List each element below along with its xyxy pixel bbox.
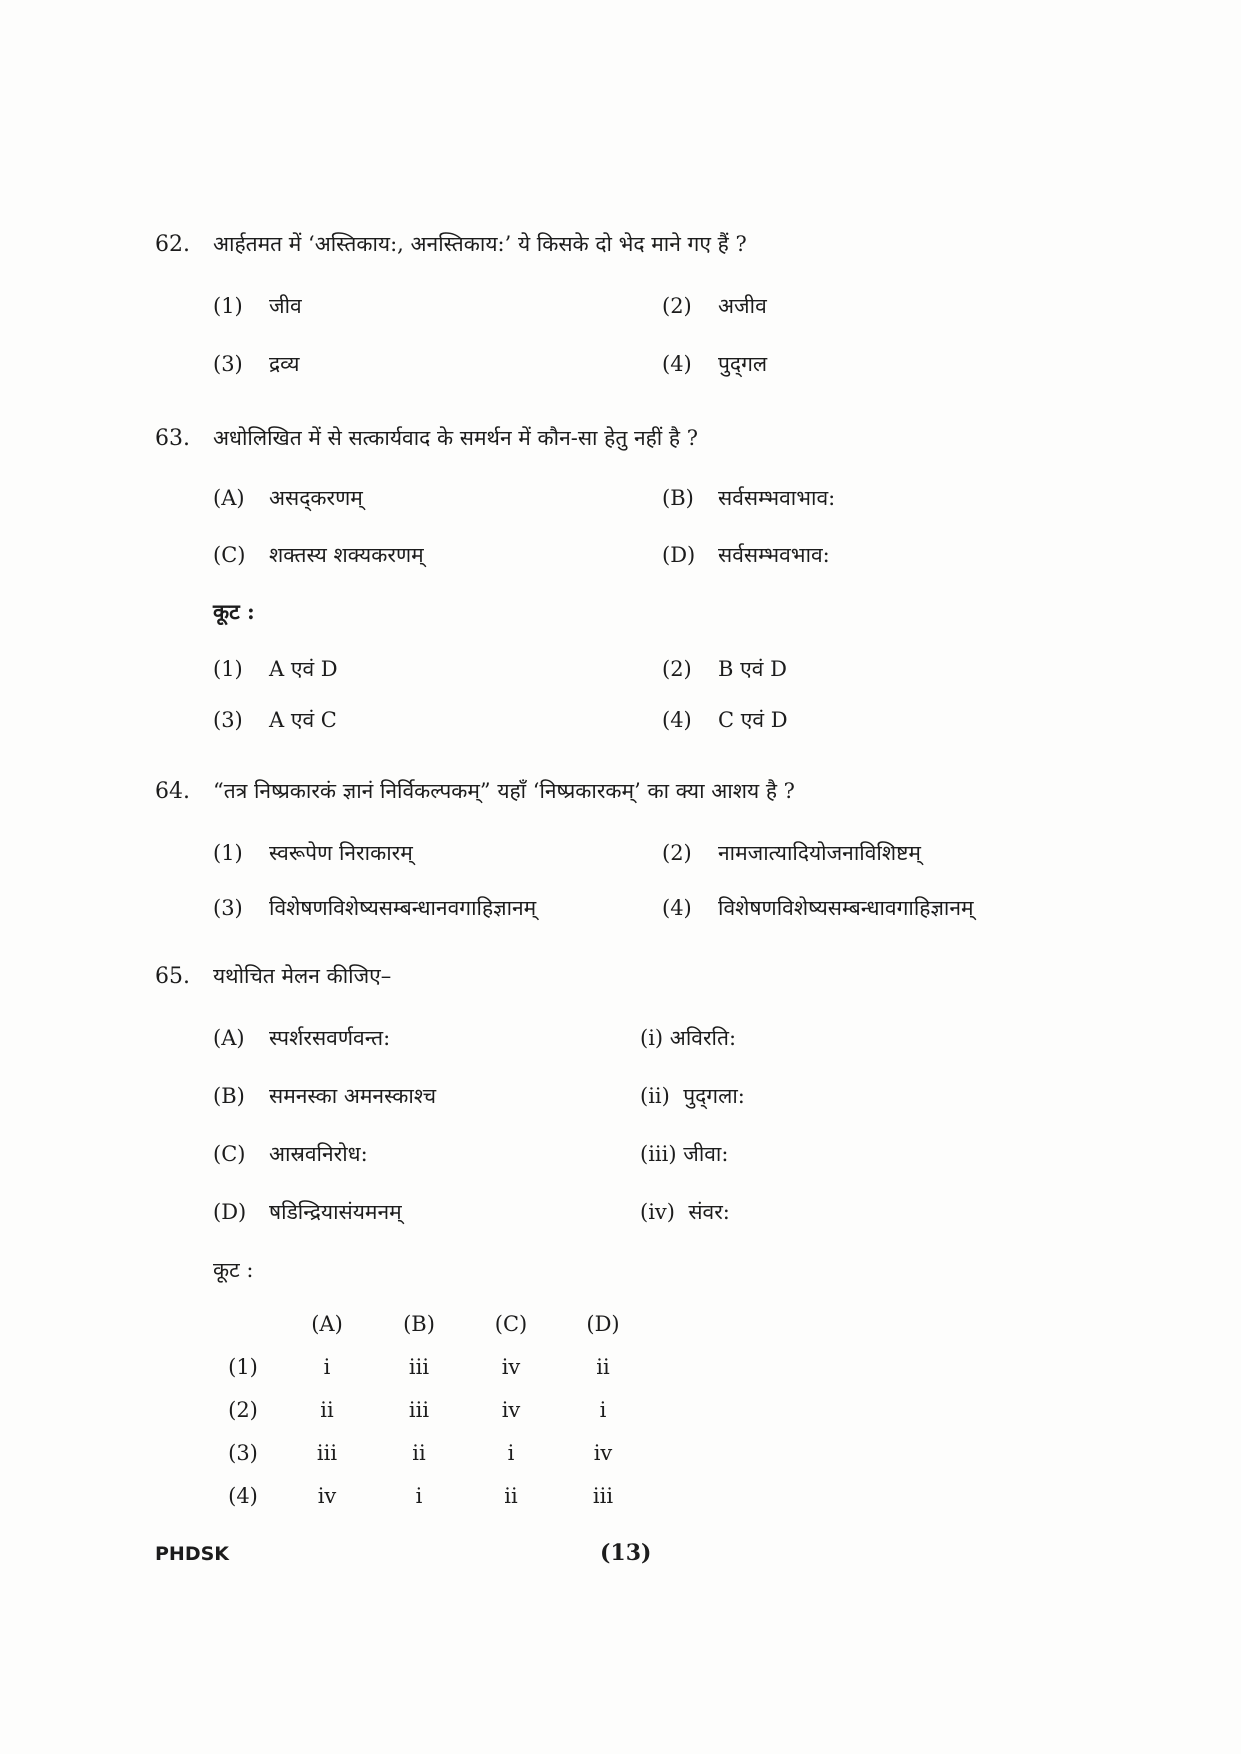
footer-page-number: (13) <box>600 1540 652 1566</box>
match-right-iii <box>640 1140 728 1168</box>
list-label: (iv) <box>640 1200 675 1224</box>
list-text: षडिन्द्रियासंयमनम् <box>269 1200 402 1224</box>
code-header-c: (C) <box>494 1311 528 1336</box>
code-cell: i <box>599 1397 607 1422</box>
match-right-iv <box>640 1198 730 1226</box>
question-63-option-1 <box>213 655 338 683</box>
question-65-koot-label: कूट : <box>213 1258 254 1282</box>
code-row-3 <box>205 1431 649 1474</box>
code-header-a: (A) <box>311 1311 343 1336</box>
list-text: आस्रवनिरोध: <box>269 1142 368 1166</box>
question-62-number: 62. <box>155 232 190 257</box>
code-row-number: (3) <box>228 1440 258 1465</box>
match-left-c <box>213 1140 368 1168</box>
code-row-2 <box>205 1388 649 1431</box>
question-65-number: 65. <box>155 964 190 989</box>
answer-code-table <box>205 1302 649 1517</box>
code-row-1 <box>205 1345 649 1388</box>
code-cell: iii <box>592 1483 614 1508</box>
code-cell: i <box>507 1440 515 1465</box>
match-left-a <box>213 1024 390 1052</box>
list-label: (i) <box>640 1026 664 1050</box>
question-63-statement-d <box>662 541 830 569</box>
list-text: जीवा: <box>683 1142 729 1166</box>
statement-text: असद्करणम् <box>269 486 363 510</box>
footer-paper-code: PHDSK <box>155 1543 230 1565</box>
option-number: (4) <box>662 352 692 376</box>
code-cell: i <box>323 1354 331 1379</box>
question-64-option-2 <box>662 839 921 867</box>
option-text: स्वरूपेण निराकारम् <box>269 841 413 865</box>
code-cell: ii <box>504 1483 518 1508</box>
code-row-number: (1) <box>228 1354 258 1379</box>
match-left-d <box>213 1198 402 1226</box>
list-text: संवर: <box>688 1200 730 1224</box>
question-62-text: आर्हतमत में ‘अस्तिकाय:, अनस्तिकाय:’ ये किसके दो भेद माने गए हैं ? <box>213 232 747 256</box>
question-63-statement-a <box>213 484 363 512</box>
statement-text: सर्वसम्भवाभाव: <box>718 486 836 510</box>
option-number: (1) <box>213 841 243 865</box>
match-left-b <box>213 1082 436 1110</box>
code-header-d: (D) <box>586 1311 620 1336</box>
code-cell: iv <box>501 1397 521 1422</box>
option-number: (4) <box>662 708 692 732</box>
match-right-i <box>640 1024 736 1052</box>
option-number: (1) <box>213 294 243 318</box>
list-label: (C) <box>213 1142 246 1166</box>
code-row-4 <box>205 1474 649 1517</box>
statement-label: (C) <box>213 543 246 567</box>
option-text: B एवं D <box>718 657 787 681</box>
option-number: (3) <box>213 896 243 920</box>
option-text: C एवं D <box>718 708 788 732</box>
statement-label: (B) <box>662 486 694 510</box>
option-number: (2) <box>662 294 692 318</box>
question-62-option-1 <box>213 292 302 320</box>
list-label: (A) <box>213 1026 245 1050</box>
option-text: अजीव <box>718 294 767 318</box>
option-number: (3) <box>213 708 243 732</box>
statement-text: शक्तस्य शक्यकरणम् <box>269 543 424 567</box>
question-64-text: “तत्र निष्प्रकारकं ज्ञानं निर्विकल्पकम्” यहाँ ‘निष्प्रकारकम्’ का क्या आशय है ? <box>213 779 795 803</box>
statement-text: सर्वसम्भवभाव: <box>718 543 830 567</box>
list-label: (D) <box>213 1200 247 1224</box>
code-cell: iv <box>317 1483 337 1508</box>
code-cell: iii <box>408 1354 430 1379</box>
option-text: नामजात्यादियोजनाविशिष्टम् <box>718 841 921 865</box>
statement-label: (D) <box>662 543 696 567</box>
code-cell: ii <box>596 1354 610 1379</box>
option-text: A एवं D <box>269 657 338 681</box>
question-63-option-2 <box>662 655 787 683</box>
question-63-number: 63. <box>155 426 190 451</box>
question-64-option-4 <box>662 894 974 922</box>
list-label: (B) <box>213 1084 245 1108</box>
option-number: (4) <box>662 896 692 920</box>
question-63-koot-label: कूट : <box>213 599 255 624</box>
list-text: स्पर्शरसवर्णवन्त: <box>269 1026 391 1050</box>
option-text: द्रव्य <box>269 352 300 376</box>
option-number: (1) <box>213 657 243 681</box>
question-63-statement-c <box>213 541 424 569</box>
question-64-number: 64. <box>155 779 190 804</box>
option-number: (2) <box>662 657 692 681</box>
option-number: (3) <box>213 352 243 376</box>
question-64-option-3 <box>213 894 536 922</box>
statement-label: (A) <box>213 486 245 510</box>
option-number: (2) <box>662 841 692 865</box>
code-cell: iv <box>501 1354 521 1379</box>
question-64-option-1 <box>213 839 413 867</box>
code-cell: ii <box>320 1397 334 1422</box>
list-text: अविरति: <box>669 1026 737 1050</box>
list-label: (iii) <box>640 1142 677 1166</box>
code-cell: i <box>415 1483 423 1508</box>
code-header-b: (B) <box>403 1311 435 1336</box>
code-table-header <box>205 1302 649 1345</box>
code-cell: iv <box>593 1440 613 1465</box>
option-text: A एवं C <box>269 708 337 732</box>
list-label: (ii) <box>640 1084 670 1108</box>
list-text: पुद्‌गला: <box>683 1084 745 1108</box>
option-text: विशेषणविशेष्यसम्बन्धावगाहिज्ञानम् <box>718 896 974 920</box>
question-65-text: यथोचित मेलन कीजिए– <box>213 964 392 988</box>
question-63-option-4 <box>662 706 788 734</box>
match-right-ii <box>640 1082 745 1110</box>
question-62-option-2 <box>662 292 767 320</box>
list-text: समनस्का अमनस्काश्च <box>269 1084 437 1108</box>
code-cell: iii <box>316 1440 338 1465</box>
option-text: जीव <box>269 294 302 318</box>
code-cell: iii <box>408 1397 430 1422</box>
option-text: पुद्‌गल <box>718 352 768 376</box>
question-63-statement-b <box>662 484 835 512</box>
code-cell: ii <box>412 1440 426 1465</box>
question-63-text: अधोलिखित में से सत्कार्यवाद के समर्थन में कौन-सा हेतु नहीं है ? <box>213 426 698 450</box>
question-62-option-3 <box>213 350 300 378</box>
option-text: विशेषणविशेष्यसम्बन्धानवगाहिज्ञानम् <box>269 896 537 920</box>
question-62-option-4 <box>662 350 767 378</box>
question-63-option-3 <box>213 706 337 734</box>
code-row-number: (2) <box>228 1397 258 1422</box>
code-row-number: (4) <box>228 1483 258 1508</box>
